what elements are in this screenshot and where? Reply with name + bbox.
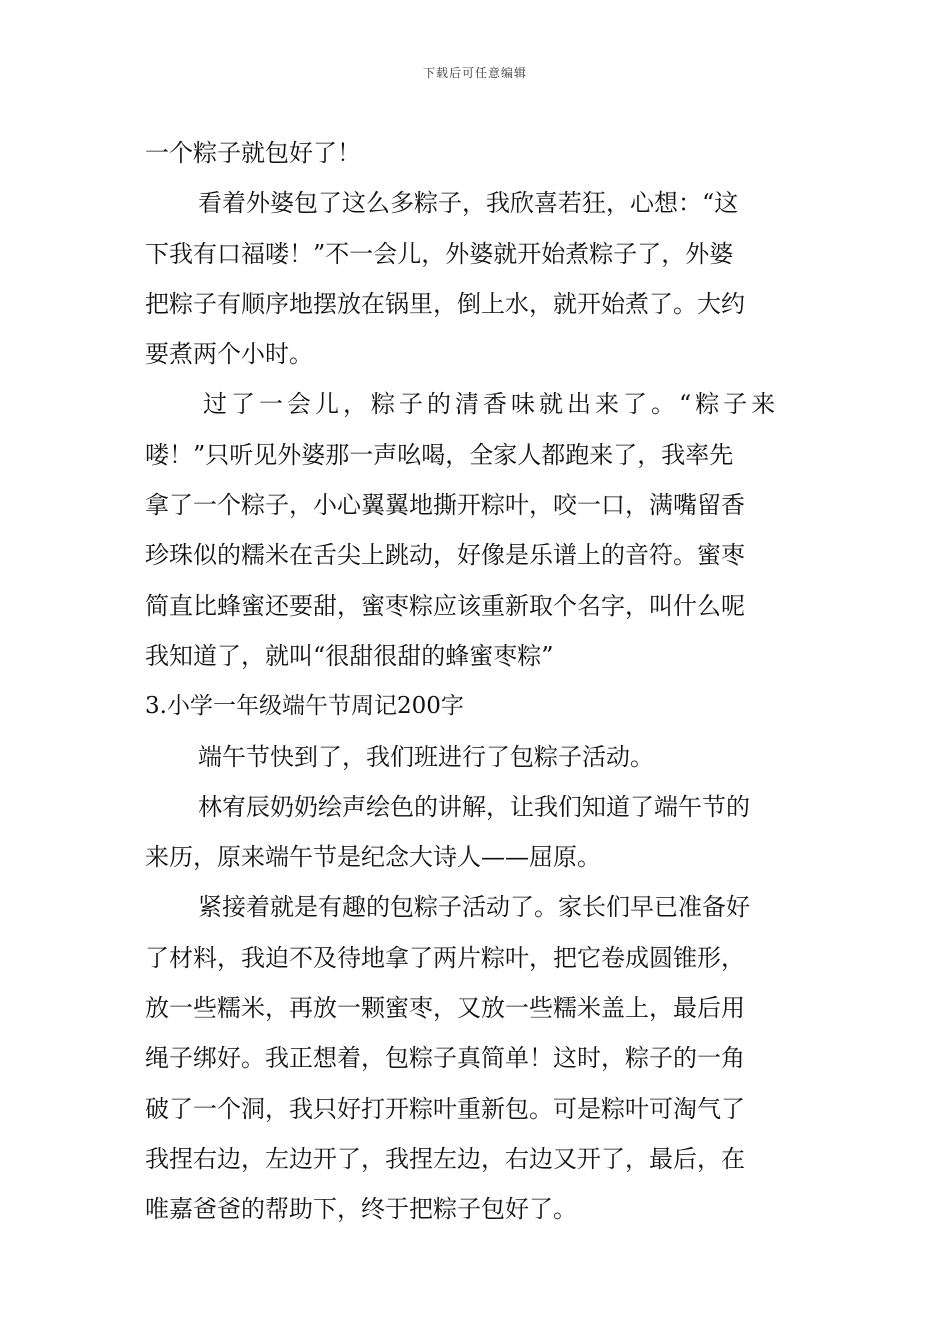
text-line: 拿了一个粽子，小心翼翼地撕开粽叶，咬一口，满嘴留香 [145,491,745,520]
text-line: 我知道了，就叫“很甜很甜的蜂蜜枣粽” [145,641,554,670]
text-line: 破了一个洞，我只好打开粽叶重新包。可是粽叶可淘气了 [145,1094,745,1123]
paragraph-start-line: 过了一会儿，粽子的清香味就出来了。“粽子来 [203,390,780,419]
paragraph-start-line: 端午节快到了，我们班进行了包粽子活动。 [198,742,654,771]
section-heading: 3.小学一年级端午节周记200字 [145,693,464,720]
paragraph-start-line: 紧接着就是有趣的包粽子活动了。家长们早已准备好 [198,893,750,922]
text-line: 一个粽子就包好了！ [145,139,361,167]
text-line: 简直比蜂蜜还要甜，蜜枣粽应该重新取个名字，叫什么呢 [145,591,745,620]
text-line: 喽！”只听见外婆那一声吆喝，全家人都跑来了，我率先 [145,440,734,469]
text-line: 珍珠似的糯米在舌尖上跳动，好像是乐谱上的音符。蜜枣 [145,541,745,570]
text-line: 放一些糯米，再放一颗蜜枣，又放一些糯米盖上，最后用 [145,994,745,1023]
text-line: 把粽子有顺序地摆放在锅里，倒上水，就开始煮了。大约 [145,289,745,318]
text-line: 了材料，我迫不及待地拿了两片粽叶，把它卷成圆锥形， [145,943,745,972]
text-line: 要煮两个小时。 [145,340,313,369]
text-line: 下我有口福喽！”不一会儿，外婆就开始煮粽子了，外婆 [145,239,734,268]
text-line: 我捏右边，左边开了，我捏左边，右边又开了，最后，在 [145,1144,745,1173]
text-line: 唯嘉爸爸的帮助下，终于把粽子包好了。 [145,1195,577,1224]
paragraph-start-line: 林宥辰奶奶绘声绘色的讲解，让我们知道了端午节的 [198,792,750,821]
text-line: 绳子绑好。我正想着，包粽子真简单！这时，粽子的一角 [145,1044,745,1073]
text-line: 来历，原来端午节是纪念大诗人——屈原。 [145,843,601,872]
document-body [145,128,810,1235]
paragraph-start-line: 看着外婆包了这么多粽子，我欣喜若狂，心想：“这 [198,189,739,218]
page-header-note: 下载后可任意编辑 [422,66,527,80]
